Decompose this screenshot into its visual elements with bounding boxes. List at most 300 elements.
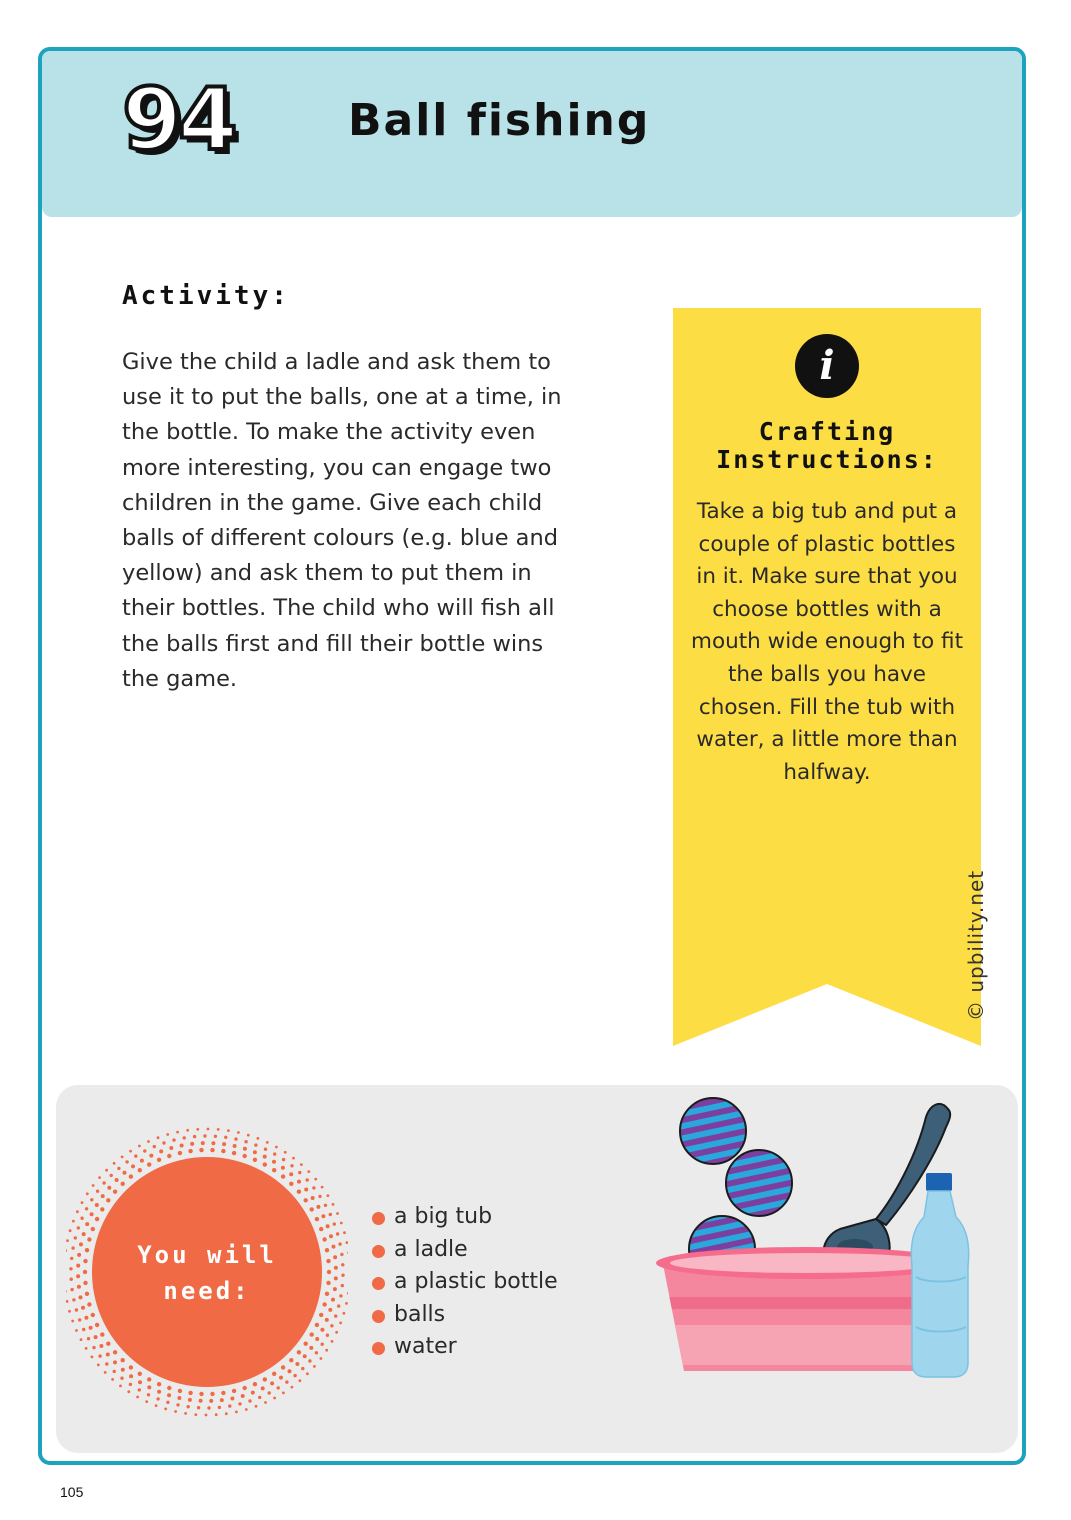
ring-dot [243, 1147, 247, 1151]
ring-dot [167, 1393, 171, 1397]
ring-dot [80, 1338, 83, 1341]
ring-dot [210, 1148, 214, 1152]
ring-dot [127, 1390, 130, 1393]
ring-dot [233, 1144, 237, 1148]
crafting-ribbon [673, 308, 981, 1046]
you-will-need-label [92, 1237, 322, 1309]
ring-dot [297, 1180, 301, 1184]
ring-dot [315, 1323, 319, 1327]
ring-dot [180, 1144, 184, 1148]
bullet-dot [372, 1342, 385, 1355]
ring-dot [321, 1214, 325, 1218]
ring-dot [199, 1392, 203, 1396]
ring-dot [113, 1162, 116, 1165]
ring-dot [110, 1174, 113, 1177]
ring-dot [347, 1251, 348, 1254]
ring-dot [319, 1313, 323, 1317]
ring-dot [292, 1157, 295, 1160]
ring-dot [87, 1337, 90, 1340]
ring-dot [166, 1401, 169, 1404]
ring-dot [331, 1298, 335, 1302]
materials-panel [56, 1085, 1018, 1453]
ring-dot [68, 1310, 71, 1313]
ring-dot [309, 1346, 313, 1350]
ring-dot [77, 1285, 81, 1289]
ring-dot [339, 1322, 342, 1325]
striped-ball [680, 1098, 746, 1164]
ring-dot [80, 1217, 83, 1220]
ring-dot [281, 1166, 285, 1170]
ring-dot [332, 1245, 336, 1249]
list-item-label: balls [394, 1301, 446, 1327]
ring-dot [341, 1284, 344, 1287]
ring-dot [303, 1354, 307, 1358]
ring-dot [281, 1174, 285, 1178]
ring-dot [307, 1170, 310, 1173]
ring-dot [138, 1372, 142, 1376]
ring-dot [95, 1203, 99, 1207]
ring-dot [98, 1176, 101, 1179]
list-item [372, 1331, 558, 1364]
ring-dot [188, 1398, 192, 1402]
ring-dot [70, 1257, 73, 1260]
list-item [372, 1299, 558, 1332]
ring-dot [270, 1381, 274, 1385]
ring-dot [320, 1357, 323, 1360]
ring-dot [75, 1308, 78, 1311]
ring-dot [263, 1155, 267, 1159]
ring-dot [221, 1149, 225, 1153]
ring-dot [306, 1372, 309, 1375]
ring-dot [211, 1141, 215, 1145]
ring-dot [100, 1207, 104, 1211]
ring-dot [225, 1412, 228, 1415]
ring-dot [277, 1386, 280, 1389]
activity-card [38, 47, 1026, 1465]
ring-dot [113, 1370, 116, 1373]
ring-dot [129, 1365, 133, 1369]
ring-dot [76, 1210, 79, 1213]
ring-dot [333, 1222, 336, 1225]
ring-dot [138, 1388, 141, 1391]
ring-dot [74, 1236, 77, 1239]
bullet-dot [372, 1277, 385, 1290]
ring-dot [120, 1377, 123, 1380]
page-title: Ball fishing [348, 95, 651, 146]
ring-dot [102, 1181, 105, 1184]
ring-dot [69, 1229, 72, 1232]
crafting-heading-line2: Instructions: [716, 445, 938, 474]
ring-dot [281, 1365, 285, 1369]
ring-dot [156, 1397, 159, 1400]
copyright-notice: © upbility.net [964, 869, 988, 1021]
ring-dot [273, 1152, 276, 1155]
ring-dot [254, 1143, 257, 1146]
ring-dot [79, 1242, 83, 1246]
striped-ball [726, 1150, 792, 1216]
ring-dot [75, 1329, 78, 1332]
ring-dot [113, 1350, 117, 1354]
ring-dot [201, 1141, 205, 1145]
ring-dot [86, 1192, 89, 1195]
ring-dot [340, 1222, 343, 1225]
ring-dot [76, 1274, 80, 1278]
ring-dot [104, 1371, 107, 1374]
ring-dot [188, 1149, 192, 1153]
ring-dot [336, 1212, 339, 1215]
ring-dot [194, 1413, 197, 1416]
ring-dot [106, 1198, 110, 1202]
ring-dot [268, 1391, 271, 1394]
ring-dot [220, 1398, 224, 1402]
ring-dot [290, 1164, 293, 1167]
ring-dot [113, 1190, 117, 1194]
ring-dot [87, 1302, 91, 1306]
ring-dot [85, 1248, 89, 1252]
ring-dot [99, 1344, 103, 1348]
ring-dot [310, 1332, 314, 1336]
ring-dot [314, 1178, 317, 1181]
ring-dot [77, 1253, 81, 1257]
ring-dot [147, 1162, 151, 1166]
ring-dot [85, 1207, 88, 1210]
ring-dot [247, 1134, 250, 1137]
ring-dot [224, 1136, 227, 1139]
bullet-dot [372, 1245, 385, 1258]
ring-dot [105, 1169, 108, 1172]
ring-dot [266, 1141, 269, 1144]
ring-dot [147, 1140, 150, 1143]
ring-dot [92, 1184, 95, 1187]
ring-dot [331, 1340, 334, 1343]
ring-dot [84, 1316, 88, 1320]
ring-dot [311, 1196, 315, 1200]
ring-dot [322, 1237, 326, 1241]
list-item-label: water [394, 1334, 457, 1360]
ring-dot [79, 1295, 83, 1299]
ring-dot [94, 1335, 98, 1339]
ring-dot [149, 1154, 153, 1158]
ring-dot [96, 1190, 99, 1193]
ring-dot [237, 1131, 240, 1134]
activity-number: 94 [122, 70, 234, 170]
ring-dot [264, 1401, 267, 1404]
ring-dot [241, 1394, 245, 1398]
ring-dot [321, 1343, 324, 1346]
crafting-instructions: Take a big tub and put a couple of plastic bottles in it. Make sure that you choose bottles with a mouth wide enough to fit the balls you have chosen. Fill the tub with water, a little more than halfway. [691, 499, 964, 785]
ring-dot [341, 1263, 344, 1266]
ring-dot [234, 1137, 237, 1140]
ring-dot [81, 1201, 84, 1204]
ring-dot [98, 1354, 101, 1357]
list-item-label: a ladle [394, 1236, 468, 1262]
ring-dot [325, 1248, 329, 1252]
tub-ladle-bottle-illustration [650, 1087, 980, 1387]
ring-dot [221, 1391, 225, 1395]
ring-dot [106, 1353, 110, 1357]
ring-dot [178, 1151, 182, 1155]
ring-dot [310, 1207, 314, 1211]
ring-dot [100, 1332, 104, 1336]
ring-dot [129, 1150, 132, 1153]
ring-dot [78, 1318, 81, 1321]
ring-dot [129, 1383, 132, 1386]
ring-dot [81, 1306, 85, 1310]
page-number: 105 [60, 1484, 84, 1500]
ring-dot [121, 1358, 125, 1362]
ring-dot [69, 1267, 72, 1270]
ring-dot [72, 1220, 75, 1223]
ring-dot [227, 1129, 230, 1132]
bullet-dot [372, 1212, 385, 1225]
ring-dot [345, 1302, 348, 1305]
activity-heading: Activity: [122, 281, 290, 311]
ring-dot [255, 1405, 258, 1408]
crafting-heading [673, 418, 981, 474]
ring-dot [215, 1413, 218, 1416]
ring-dot [66, 1239, 69, 1242]
ring-dot [121, 1368, 125, 1372]
ring-dot [90, 1212, 94, 1216]
plastic-bottle [911, 1173, 968, 1377]
ring-dot [207, 1128, 210, 1131]
ring-dot [346, 1241, 349, 1244]
ring-dot [147, 1393, 150, 1396]
ring-dot [159, 1149, 163, 1153]
ring-dot [190, 1142, 194, 1146]
ring-dot [330, 1324, 333, 1327]
list-item [372, 1201, 558, 1234]
ring-dot [83, 1259, 87, 1263]
ring-dot [337, 1304, 340, 1307]
ring-dot [218, 1406, 221, 1409]
ring-dot [217, 1128, 220, 1131]
ring-dot [129, 1174, 133, 1178]
ring-dot [138, 1380, 142, 1384]
ring-dot [327, 1270, 331, 1274]
ring-dot [228, 1404, 231, 1407]
ring-dot [123, 1171, 127, 1175]
ring-dot [71, 1246, 74, 1249]
materials-list [372, 1201, 558, 1364]
list-item [372, 1266, 558, 1299]
ring-dot [319, 1227, 323, 1231]
ring-dot [85, 1347, 88, 1350]
ring-dot [306, 1178, 309, 1181]
ring-dot [136, 1396, 139, 1399]
ring-dot [92, 1346, 95, 1349]
ring-dot [193, 1135, 196, 1138]
ring-dot [315, 1337, 319, 1341]
ring-dot [320, 1328, 324, 1332]
ring-dot [334, 1276, 338, 1280]
ring-dot [341, 1274, 344, 1277]
ring-dot [235, 1411, 238, 1414]
ring-dot [187, 1405, 190, 1408]
ring-dot [264, 1148, 267, 1151]
ring-dot [279, 1376, 283, 1380]
ring-dot [70, 1288, 73, 1291]
ring-dot [298, 1171, 301, 1174]
ring-dot [304, 1342, 308, 1346]
ring-dot [138, 1145, 141, 1148]
ring-dot [91, 1227, 95, 1231]
ring-dot [339, 1294, 342, 1297]
crafting-heading-line1: Crafting [758, 417, 896, 446]
ring-dot [145, 1400, 148, 1403]
ring-dot [203, 1134, 206, 1137]
ring-dot [83, 1281, 87, 1285]
ring-dot [258, 1396, 261, 1399]
ring-dot [334, 1266, 338, 1270]
ring-dot [115, 1178, 119, 1182]
ring-dot [289, 1172, 293, 1176]
bullet-dot [372, 1310, 385, 1323]
ring-dot [297, 1350, 301, 1354]
ring-dot [178, 1389, 182, 1393]
ring-dot [95, 1217, 99, 1221]
ring-dot [325, 1318, 329, 1322]
ring-dot [105, 1362, 108, 1365]
ring-dot [289, 1182, 293, 1186]
ring-dot [167, 1386, 171, 1390]
ring-dot [275, 1146, 278, 1149]
ring-dot [111, 1378, 114, 1381]
ring-dot [70, 1278, 73, 1281]
ring-dot [97, 1364, 100, 1367]
ring-dot [162, 1141, 165, 1144]
ring-dot [113, 1360, 117, 1364]
ring-dot [107, 1186, 111, 1190]
ring-dot [176, 1131, 179, 1134]
ring-dot [174, 1410, 177, 1413]
ring-dot [324, 1204, 327, 1207]
ring-dot [134, 1154, 137, 1157]
ring-dot [157, 1136, 160, 1139]
ring-dot [205, 1414, 208, 1417]
ring-dot [273, 1397, 276, 1400]
ring-dot [326, 1334, 329, 1337]
ring-dot [343, 1231, 346, 1234]
ring-dot [119, 1385, 122, 1388]
ring-dot [253, 1150, 257, 1154]
ring-dot [316, 1205, 320, 1209]
ring-dot [83, 1270, 87, 1274]
ring-dot [232, 1151, 236, 1155]
ring-dot [329, 1213, 332, 1216]
ring-dot [140, 1159, 144, 1163]
ring-dot [85, 1292, 89, 1296]
ring-dot [157, 1382, 161, 1386]
you-will-need-circle [92, 1157, 322, 1387]
ring-dot [257, 1137, 260, 1140]
ring-dot [101, 1194, 105, 1198]
ring-dot [153, 1145, 156, 1148]
ring-dot [326, 1224, 330, 1228]
ring-dot [338, 1242, 341, 1245]
ring-dot [282, 1392, 285, 1395]
ring-dot [147, 1385, 151, 1389]
ring-dot [291, 1386, 294, 1389]
ring-dot [172, 1138, 175, 1141]
list-item [372, 1234, 558, 1267]
ring-dot [322, 1302, 326, 1306]
ring-dot [312, 1186, 315, 1189]
ring-dot [334, 1314, 337, 1317]
activity-description: Give the child a ladle and ask them to use it to put the balls, one at a time, in the bottle. To make the activity even more interesting, you can engage two children in the game. Give each child balls of different colours (e.g. blue and yellow) and ask them to put them in their bottles. The child who will fish all the balls first and fill their bottle wins the game. [122, 349, 562, 692]
ring-dot [106, 1342, 110, 1346]
ring-dot [326, 1259, 330, 1263]
ring-dot [125, 1160, 128, 1163]
ring-dot [288, 1369, 292, 1373]
ring-dot [315, 1351, 318, 1354]
ring-dot [188, 1391, 192, 1395]
ring-dot [210, 1392, 214, 1396]
ring-dot [333, 1255, 337, 1259]
ring-dot [343, 1312, 346, 1315]
ring-dot [157, 1390, 161, 1394]
ring-dot [272, 1160, 276, 1164]
ring-dot [327, 1194, 330, 1197]
ring-dot [186, 1129, 189, 1132]
list-item-label: a big tub [394, 1204, 493, 1229]
ring-dot [335, 1331, 338, 1334]
ring-dot [157, 1158, 161, 1162]
ring-dot [315, 1217, 319, 1221]
ring-dot [129, 1374, 133, 1378]
ring-dot [164, 1408, 167, 1411]
ring-dot [284, 1151, 287, 1154]
ring-dot [251, 1391, 255, 1395]
ring-dot [245, 1408, 248, 1411]
ring-dot [308, 1359, 311, 1362]
ring-dot [261, 1386, 265, 1390]
ring-dot [72, 1298, 75, 1301]
ring-dot [243, 1154, 247, 1158]
ring-dot [121, 1156, 124, 1159]
ring-dot [87, 1237, 91, 1241]
ring-dot [301, 1367, 304, 1370]
you-will-need-line2: need: [163, 1277, 251, 1305]
ring-dot [90, 1198, 93, 1201]
ring-dot [326, 1281, 330, 1285]
ring-dot [76, 1264, 80, 1268]
ring-dot [91, 1313, 95, 1317]
ring-dot [155, 1404, 158, 1407]
ring-dot [183, 1136, 186, 1139]
ring-dot [321, 1186, 324, 1189]
ring-dot [329, 1234, 333, 1238]
ring-dot [293, 1374, 296, 1377]
ring-dot [230, 1397, 234, 1401]
ring-dot [248, 1399, 251, 1402]
ring-dot [77, 1226, 80, 1229]
ring-dot [82, 1232, 86, 1236]
ring-dot [318, 1195, 321, 1198]
ring-dot [176, 1403, 179, 1406]
ring-dot [117, 1167, 120, 1170]
ring-dot [147, 1377, 151, 1381]
ring-dot [82, 1328, 85, 1331]
ring-dot [304, 1198, 308, 1202]
header-band [42, 51, 1022, 217]
ring-dot [232, 1389, 236, 1393]
ring-dot [89, 1326, 93, 1330]
ring-dot [167, 1154, 171, 1158]
ring-dot [304, 1188, 308, 1192]
ring-dot [299, 1379, 302, 1382]
ring-dot [238, 1402, 241, 1405]
